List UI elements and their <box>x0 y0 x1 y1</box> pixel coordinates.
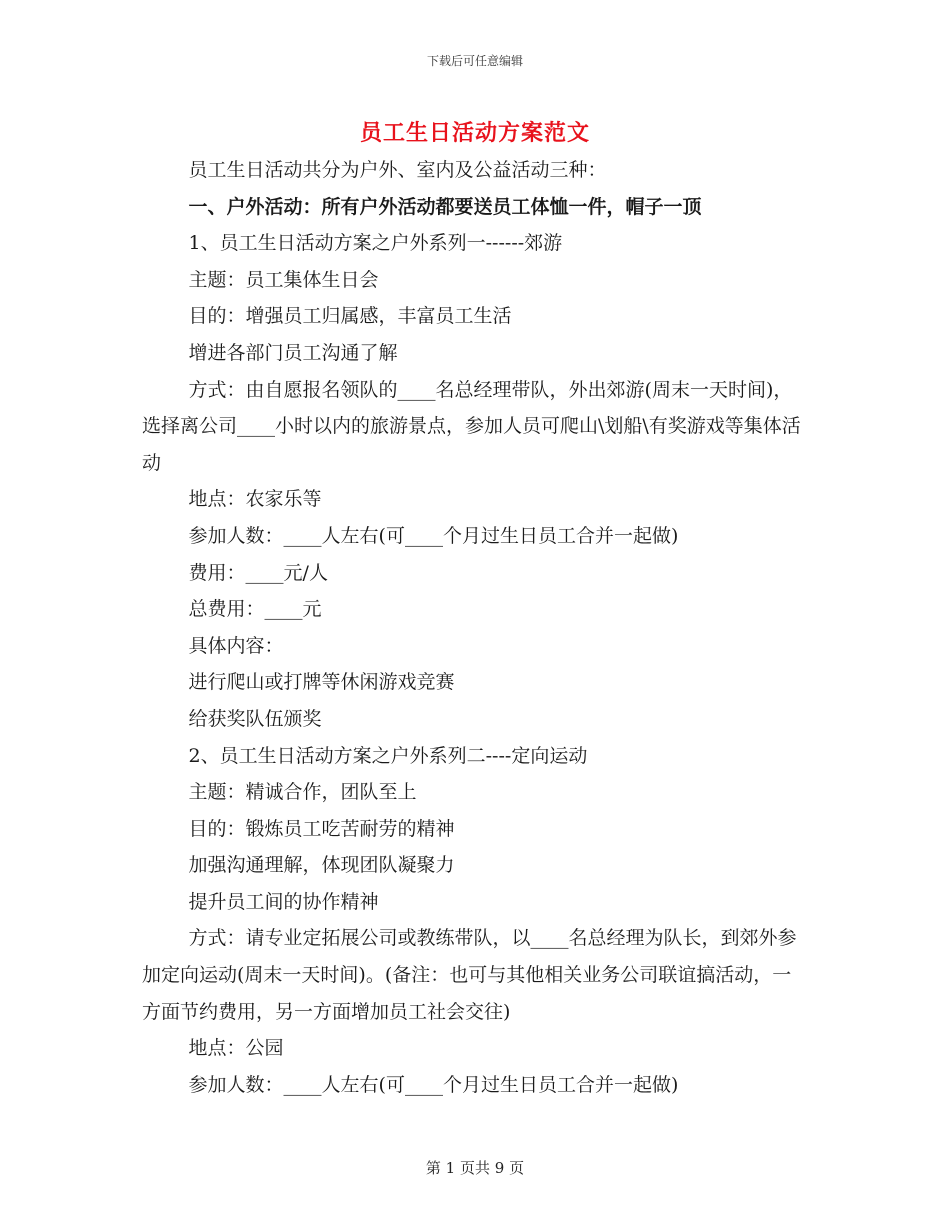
paragraph: 具体内容： <box>188 634 284 657</box>
paragraph: 参加人数：____人左右(可____个月过生日员工合并一起做) <box>188 524 679 547</box>
paragraph: 费用：____元/人 <box>188 561 328 584</box>
paragraph: 参加人数：____人左右(可____个月过生日员工合并一起做) <box>188 1073 679 1096</box>
paragraph: 进行爬山或打牌等休闲游戏竞赛 <box>188 671 455 694</box>
paragraph: 主题：精诚合作，团队至上 <box>188 781 417 804</box>
paragraph: 方式：由自愿报名领队的____名总经理带队，外出郊游(周末一天时间)，选择离公司____小时以内的旅游景点，参加人员可爬山\划船\有奖游戏等集体活动 <box>142 378 801 474</box>
paragraph: 增进各部门员工沟通了解 <box>188 341 398 364</box>
header-note: 下载后可任意编辑 <box>426 54 523 68</box>
document-body <box>142 152 806 1103</box>
paragraph: 目的：增强员工归属感，丰富员工生活 <box>188 305 512 328</box>
paragraph: 地点：公园 <box>188 1037 284 1060</box>
paragraph: 2、员工生日活动方案之户外系列二----定向运动 <box>188 744 588 767</box>
page-number-footer: 第 1 页共 9 页 <box>425 1159 525 1177</box>
paragraph: 1、员工生日活动方案之户外系列一------郊游 <box>188 232 563 255</box>
paragraph: 一、户外活动：所有户外活动都要送员工体恤一件，帽子一顶 <box>188 195 702 218</box>
paragraph: 员工生日活动共分为户外、室内及公益活动三种： <box>188 159 607 181</box>
paragraph: 地点：农家乐等 <box>188 488 322 511</box>
paragraph: 给获奖队伍颁奖 <box>188 707 322 730</box>
paragraph: 主题：员工集体生日会 <box>188 268 379 291</box>
paragraph: 目的：锻炼员工吃苦耐劳的精神 <box>188 817 455 840</box>
paragraph: 加强沟通理解，体现团队凝聚力 <box>188 854 455 877</box>
paragraph: 方式：请专业定拓展公司或教练带队，以____名总经理为队长，到郊外参加定向运动(周末一天时间)。(备注：也可与其他相关业务公司联谊搞活动，一方面节约费用，另一方面增加员工社会交往) <box>142 927 797 1023</box>
paragraph: 提升员工间的协作精神 <box>188 890 379 913</box>
document-title: 员工生日活动方案范文 <box>359 120 590 146</box>
paragraph: 总费用：____元 <box>188 598 322 621</box>
